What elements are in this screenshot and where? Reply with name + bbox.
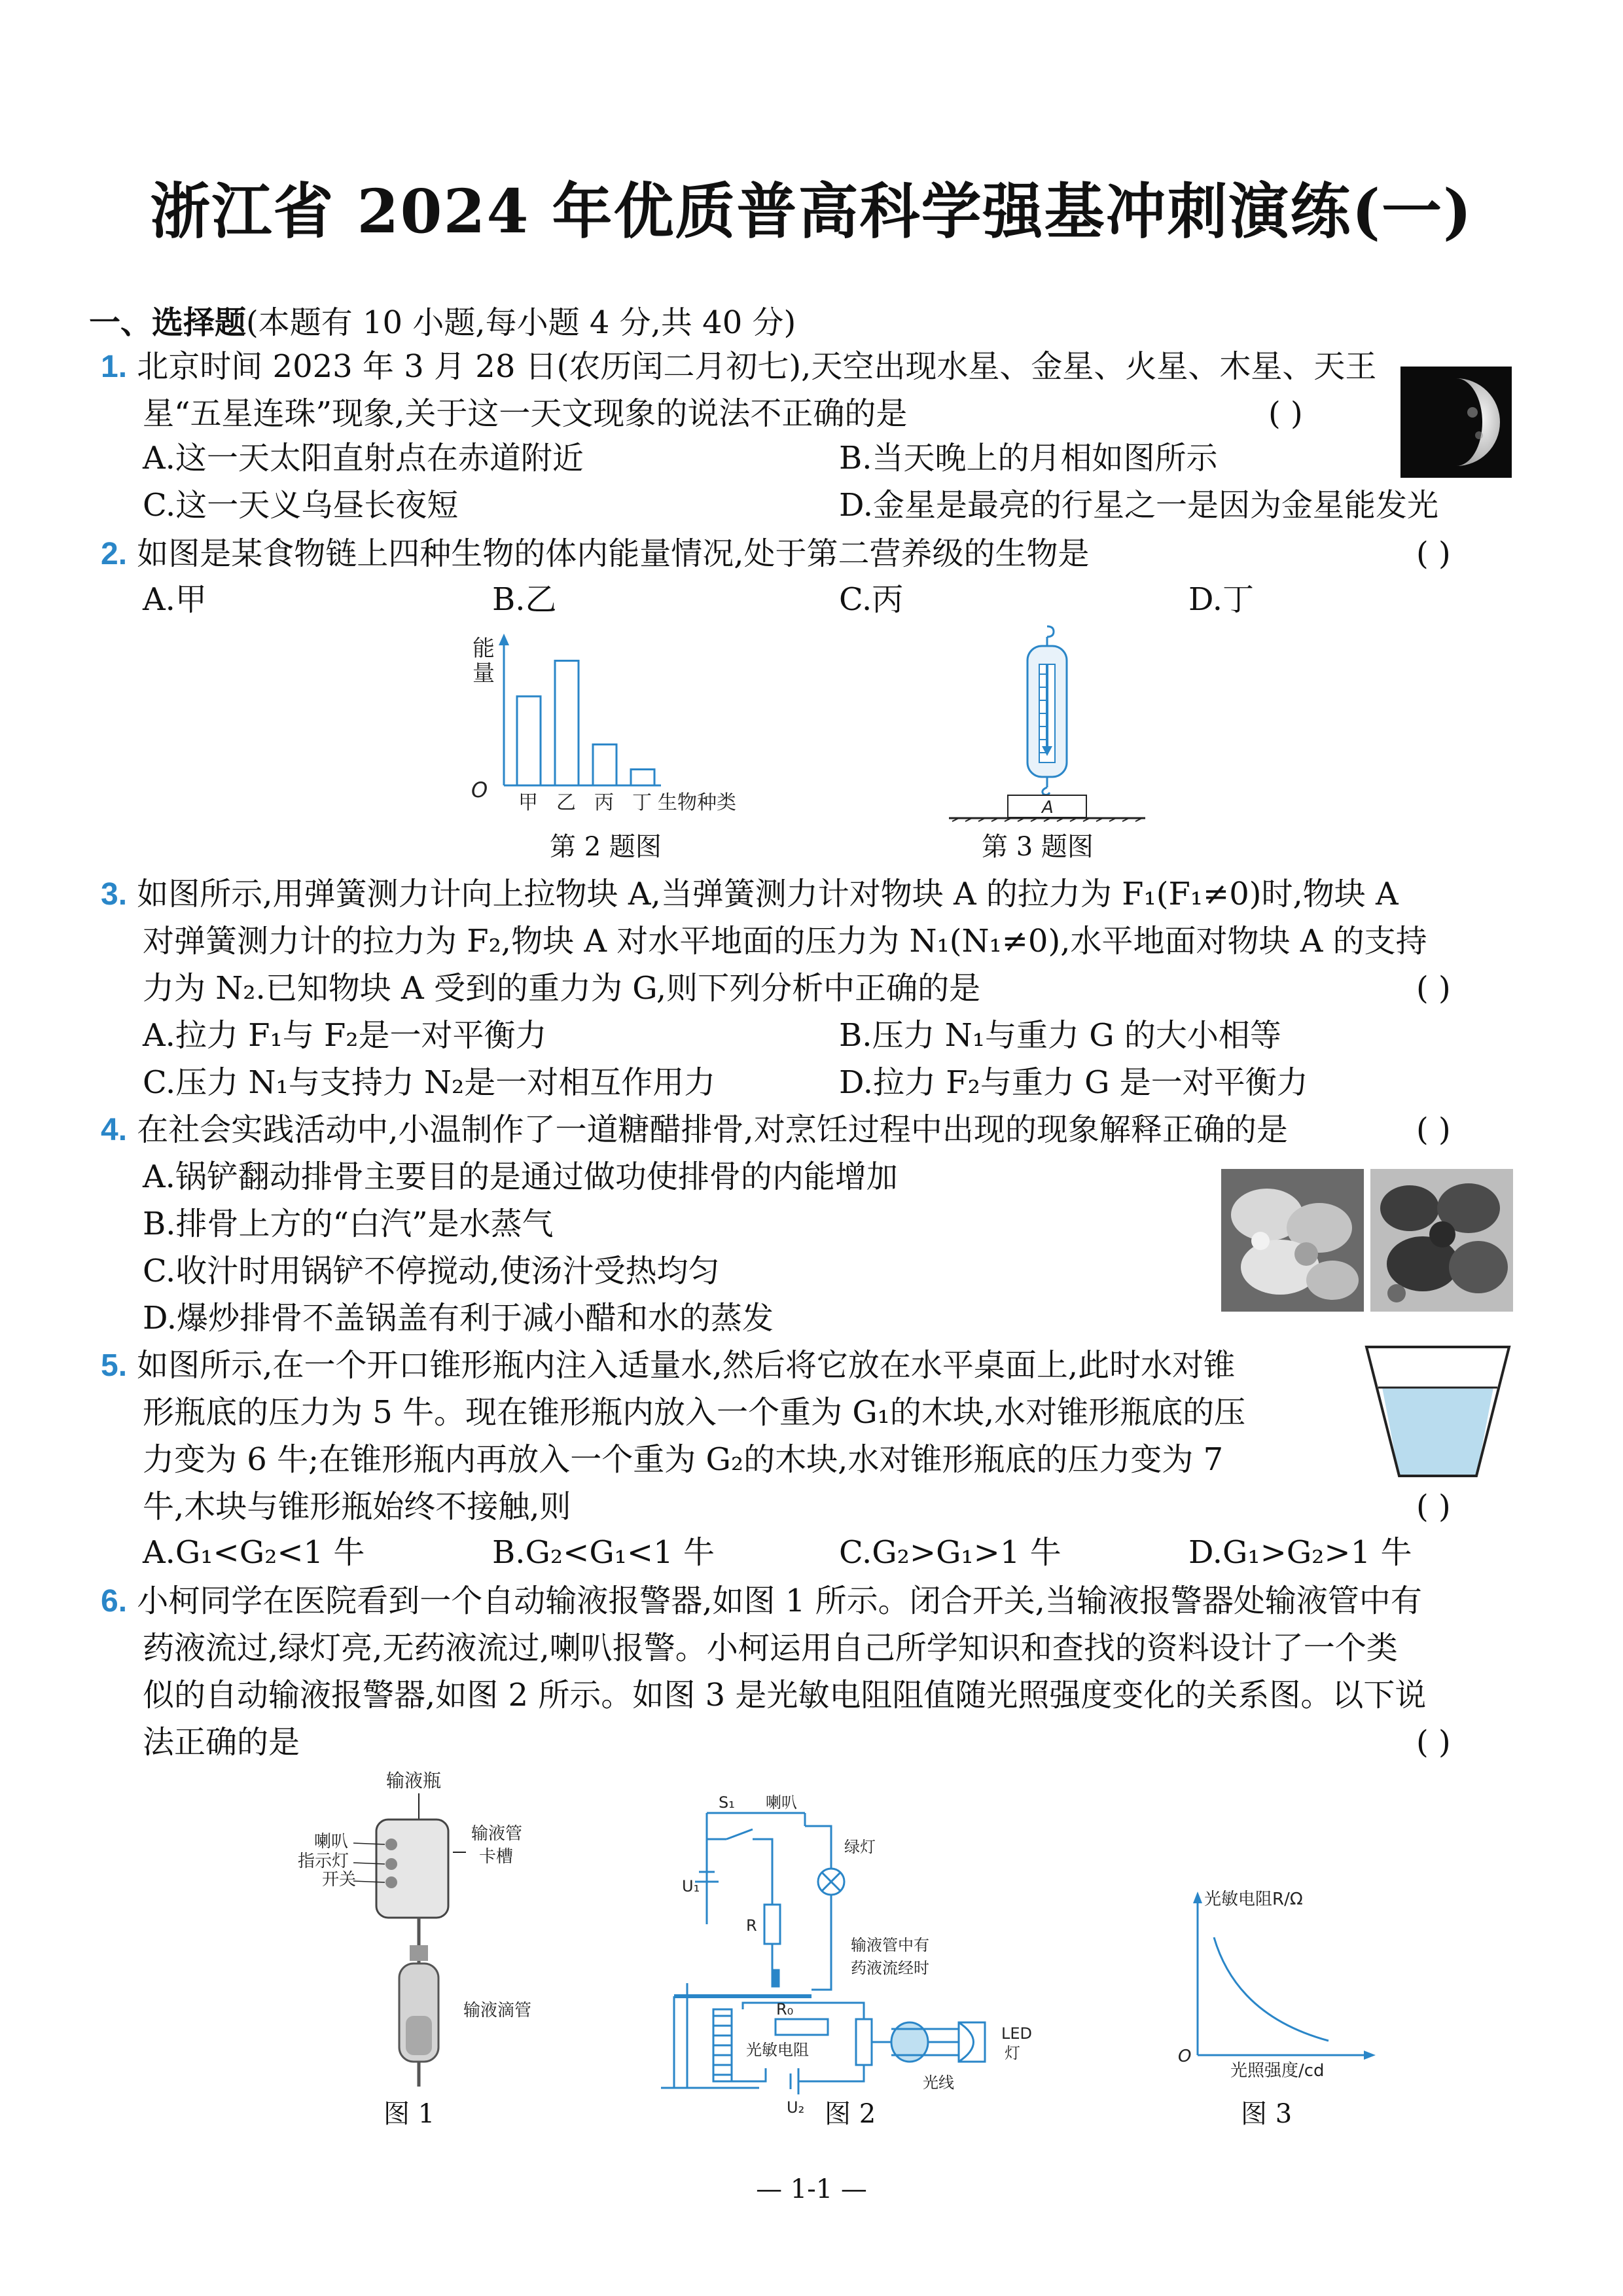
question-text: 在社会实践活动中,小温制作了一道糖醋排骨,对烹饪过程中出现的现象解释正确的是 bbox=[137, 1111, 1288, 1148]
y-axis-label: 光敏电阻R/Ω bbox=[1204, 1890, 1303, 1909]
bar-丙 bbox=[593, 744, 616, 785]
label-tube-has-liquid-2: 药液流经时 bbox=[851, 1959, 929, 1977]
switch-dot bbox=[385, 1876, 397, 1888]
label-slot: 卡槽 bbox=[479, 1847, 514, 1867]
label-lamp: 灯 bbox=[1005, 2044, 1020, 2062]
question-text-line: 形瓶底的压力为 5 牛。现在锥形瓶内放入一个重为 G₁的木块,水对锥形瓶底的压 bbox=[143, 1394, 1246, 1431]
water-fill bbox=[1382, 1388, 1493, 1476]
question-text: 如图所示,在一个开口锥形瓶内注入适量水,然后将它放在水平桌面上,此时水对锥 bbox=[137, 1347, 1236, 1384]
x-axis-label: 光照强度/cd bbox=[1230, 2061, 1325, 2081]
option-b[interactable]: B.当天晚上的月相如图所示 bbox=[839, 440, 1218, 476]
option-d[interactable]: D.G₁>G₂>1 牛 bbox=[1188, 1534, 1412, 1571]
label-speaker: 喇叭 bbox=[314, 1832, 349, 1852]
y-axis-label-1: 能 bbox=[473, 636, 495, 662]
cooking-photo-1 bbox=[1221, 1169, 1364, 1312]
q2-energy-bar-chart bbox=[458, 628, 772, 818]
y-axis-arrow bbox=[499, 634, 509, 645]
label-switch: 开关 bbox=[322, 1870, 357, 1890]
fig2-caption: 图 2 bbox=[825, 2099, 876, 2129]
question-text-line: 牛,木块与锥形瓶始终不接触,则 bbox=[143, 1488, 571, 1525]
category-label: 丙 bbox=[594, 791, 614, 814]
moon-phase-photo bbox=[1400, 367, 1512, 478]
label-u1: U₁ bbox=[682, 1877, 700, 1895]
origin-label: O bbox=[1178, 2047, 1192, 2066]
question-number: 4. bbox=[101, 1113, 128, 1147]
question-text-line: 对弹簧测力计的拉力为 F₂,物块 A 对水平地面的压力为 N₁(N₁≠0),水平地面对物块 A 的支持 bbox=[143, 923, 1427, 960]
label-led: LED bbox=[1001, 2024, 1033, 2043]
question-text-line: 力为 N₂.已知物块 A 受到的重力为 G,则下列分析中正确的是 bbox=[143, 970, 981, 1007]
question-text-line: 星“五星连珠”现象,关于这一天文现象的说法不正确的是 bbox=[143, 395, 908, 432]
option-c[interactable]: C.压力 N₁与支持力 N₂是一对相互作用力 bbox=[143, 1064, 716, 1101]
answer-bracket: ( ) bbox=[1268, 395, 1303, 432]
section-header bbox=[89, 297, 796, 342]
question-number: 1. bbox=[101, 350, 128, 384]
section-label: 一、选择题 bbox=[89, 304, 247, 341]
open-flask-figure bbox=[1359, 1342, 1516, 1486]
option-a[interactable]: A.这一天太阳直射点在赤道附近 bbox=[143, 440, 584, 476]
option-c[interactable]: C.G₂>G₁>1 牛 bbox=[839, 1534, 1061, 1571]
question-2 bbox=[101, 530, 1090, 578]
option-a[interactable]: A.拉力 F₁与 F₂是一对平衡力 bbox=[143, 1017, 547, 1054]
question-text-line: 似的自动输液报警器,如图 2 所示。如图 3 是光敏电阻阻值随光照强度变化的关系图。以下说 bbox=[143, 1677, 1427, 1713]
option-d[interactable]: D.丁 bbox=[1188, 581, 1255, 618]
option-b[interactable]: B.压力 N₁与重力 G 的大小相等 bbox=[839, 1017, 1281, 1054]
answer-bracket: ( ) bbox=[1416, 535, 1451, 572]
category-label: 甲 bbox=[518, 791, 538, 814]
question-text-line: 法正确的是 bbox=[143, 1724, 300, 1761]
indicator-dot bbox=[385, 1858, 397, 1870]
option-b[interactable]: B.G₂<G₁<1 牛 bbox=[492, 1534, 715, 1571]
option-a[interactable]: A.G₁<G₂<1 牛 bbox=[143, 1534, 365, 1571]
answer-bracket: ( ) bbox=[1416, 970, 1451, 1007]
label-s1: S₁ bbox=[719, 1793, 735, 1812]
x-axis-label: 生物种类 bbox=[658, 791, 736, 814]
bar-丁 bbox=[631, 770, 654, 785]
question-text: 如图是某食物链上四种生物的体内能量情况,处于第二营养级的生物是 bbox=[137, 535, 1090, 572]
section-note: (本题有 10 小题,每小题 4 分,共 40 分) bbox=[246, 304, 796, 341]
question-number: 2. bbox=[101, 537, 128, 571]
block-a-label: A bbox=[1042, 798, 1054, 817]
question-text: 小柯同学在医院看到一个自动输液报警器,如图 1 所示。闭合开关,当输液报警器处输液管中有 bbox=[137, 1583, 1422, 1619]
fig1-caption: 图 1 bbox=[383, 2099, 435, 2129]
label-u2: U₂ bbox=[787, 2098, 805, 2117]
question-text: 如图所示,用弹簧测力计向上拉物块 A,当弹簧测力计对物块 A 的拉力为 F₁(F₁≠0)时,物块 A bbox=[137, 876, 1399, 912]
page-title: 浙江省 2024 年优质普高科学强基冲刺演练(一) bbox=[150, 176, 1473, 247]
label-drip-tube: 输液滴管 bbox=[463, 2001, 532, 2020]
question-number: 3. bbox=[101, 877, 128, 912]
question-3 bbox=[101, 870, 1399, 918]
question-number: 6. bbox=[101, 1584, 128, 1619]
option-a[interactable]: A.甲 bbox=[143, 581, 207, 618]
y-axis-label-2: 量 bbox=[473, 660, 495, 687]
answer-bracket: ( ) bbox=[1416, 1488, 1451, 1525]
bar-甲 bbox=[517, 696, 541, 785]
label-light: 光线 bbox=[923, 2073, 954, 2092]
option-d[interactable]: D.爆炒排骨不盖锅盖有利于减小醋和水的蒸发 bbox=[143, 1300, 774, 1336]
question-5 bbox=[101, 1342, 1235, 1390]
q3-spring-scale-figure bbox=[942, 625, 1152, 821]
label-r0: R₀ bbox=[776, 2000, 794, 2018]
option-b[interactable]: B.乙 bbox=[492, 581, 557, 618]
cooking-photo-2 bbox=[1370, 1169, 1513, 1312]
label-infusion-tube: 输液管 bbox=[471, 1824, 523, 1844]
option-b[interactable]: B.排骨上方的“白汽”是水蒸气 bbox=[143, 1206, 554, 1242]
question-6 bbox=[101, 1577, 1422, 1625]
option-d[interactable]: D.拉力 F₂与重力 G 是一对平衡力 bbox=[839, 1064, 1308, 1101]
bar-乙 bbox=[555, 661, 579, 785]
origin-label: O bbox=[471, 778, 488, 802]
answer-bracket: ( ) bbox=[1416, 1111, 1451, 1148]
speaker-dot bbox=[385, 1839, 397, 1850]
label-photoresistor: 光敏电阻 bbox=[746, 2041, 809, 2059]
alarm-device-body bbox=[376, 1820, 448, 1918]
question-text: 北京时间 2023 年 3 月 28 日(农历闰二月初七),天空出现水星、金星、火星、木星、天王 bbox=[137, 348, 1377, 385]
answer-bracket: ( ) bbox=[1416, 1724, 1451, 1761]
option-a[interactable]: A.锅铲翻动排骨主要目的是通过做功使排骨的内能增加 bbox=[143, 1158, 898, 1195]
fig1-infusion-alarm-device bbox=[288, 1767, 563, 2088]
question-text-line: 药液流过,绿灯亮,无药液流过,喇叭报警。小柯运用自己所学知识和查找的资料设计了一个类 bbox=[143, 1630, 1398, 1666]
fig3-caption: 图 3 bbox=[1241, 2099, 1293, 2129]
page-number: — 1-1 — bbox=[756, 2174, 867, 2204]
question-4 bbox=[101, 1106, 1288, 1154]
fig3-resistance-vs-light-graph bbox=[1165, 1885, 1387, 2081]
label-green-lamp: 绿灯 bbox=[844, 1838, 876, 1856]
label-r: R bbox=[746, 1916, 757, 1935]
option-c[interactable]: C.丙 bbox=[839, 581, 904, 618]
option-c[interactable]: C.这一天义乌昼长夜短 bbox=[143, 487, 459, 524]
question-number: 5. bbox=[101, 1348, 128, 1383]
category-label: 乙 bbox=[556, 791, 576, 814]
option-d[interactable]: D.金星是最亮的行星之一是因为金星能发光 bbox=[839, 487, 1439, 524]
question-1 bbox=[101, 343, 1376, 391]
category-label: 丁 bbox=[632, 791, 652, 814]
label-speaker: 喇叭 bbox=[766, 1793, 797, 1812]
label-indicator: 指示灯 bbox=[298, 1852, 349, 1871]
question-text-line: 力变为 6 牛;在锥形瓶内再放入一个重为 G₂的木块,水对锥形瓶底的压力变为 7 bbox=[143, 1441, 1224, 1478]
q2-figure-caption: 第 2 题图 bbox=[550, 832, 662, 862]
option-c[interactable]: C.收汁时用锅铲不停搅动,使汤汁受热均匀 bbox=[143, 1253, 720, 1289]
q3-figure-caption: 第 3 题图 bbox=[982, 832, 1094, 862]
label-infusion-bottle: 输液瓶 bbox=[386, 1770, 442, 1791]
resistance-curve bbox=[1214, 1937, 1329, 2041]
label-tube-has-liquid-1: 输液管中有 bbox=[851, 1936, 929, 1954]
